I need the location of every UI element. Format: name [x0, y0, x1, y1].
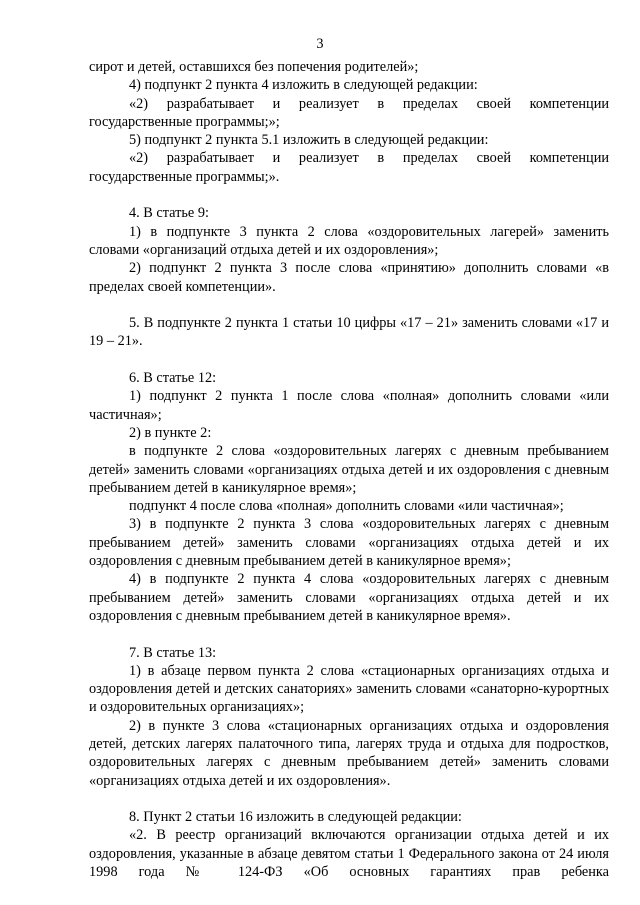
paragraph: 4. В статье 9:: [129, 205, 209, 222]
paragraph: в подпункте 2 слова «оздоровительных лагерях с дневным пребыванием детей» заменить словами «организациях отдыха детей и их оздоровления с дневным пребыванием детей в каникулярное время»;: [89, 443, 609, 496]
paragraph: «2. В реестр организаций включаются организации отдыха детей и их оздоровления, указанные в абзаце девятом статьи 1 Федерального закона от 24 июля 1998 года № 124-ФЗ «Об основных гарантиях прав ребенка: [89, 827, 609, 881]
paragraph: сирот и детей, оставшихся без попечения родителей»;: [89, 59, 419, 75]
paragraph: «2) разрабатывает и реализует в пределах своей компетенции государственные программы;».: [89, 150, 609, 185]
paragraph: 1) подпункт 2 пункта 1 после слова «полная» дополнить словами «или частичная»;: [89, 388, 609, 423]
paragraph: 4) подпункт 2 пункта 4 изложить в следующей редакции:: [129, 77, 478, 94]
paragraph: 5) подпункт 2 пункта 5.1 изложить в следующей редакции:: [129, 132, 489, 149]
paragraph: 1) в абзаце первом пункта 2 слова «стационарных организациях отдыха и оздоровления детей и детских санаториях» заменить словами «санаторно-курортных и оздоровительных организациях»;: [89, 662, 609, 716]
paragraph: 2) подпункт 2 пункта 3 после слова «принятию» дополнить словами «в пределах своей компетенции».: [89, 260, 609, 295]
page-number: 3: [316, 36, 324, 52]
paragraph-gap: [89, 296, 609, 314]
paragraph-gap: [89, 351, 609, 369]
paragraph-gap: [89, 186, 609, 204]
document-body: [89, 58, 609, 881]
paragraph: 4) в подпункте 2 пункта 4 слова «оздоровительных лагерях с дневным пребыванием детей» заменить словами «организациях отдыха детей и их оздоровления с дневным пребыванием детей в каникулярное время».: [89, 571, 609, 624]
paragraph: 1) в подпункте 3 пункта 2 слова «оздоровительных лагерей» заменить словами «организаций отдыха детей и их оздоровления»;: [89, 223, 609, 258]
paragraph: 6. В статье 12:: [129, 370, 217, 387]
paragraph: 2) в пункте 3 слова «стационарных организациях отдыха и оздоровления детей, детских лагерях палаточного типа, лагерях труда и отдыха для подростков, оздоровительных лагерях с дневным пребыванием детей» заменить словами «организациях отдыха детей и их оздоровления».: [89, 717, 609, 789]
paragraph: подпункт 4 после слова «полная» дополнить словами «или частичная»;: [129, 498, 564, 515]
paragraph: 7. В статье 13:: [129, 644, 217, 661]
paragraph: 5. В подпункте 2 пункта 1 статьи 10 цифры «17 – 21» заменить словами «17 и 19 – 21».: [89, 315, 609, 350]
paragraph: «2) разрабатывает и реализует в пределах своей компетенции государственные программы;»;: [89, 95, 609, 130]
paragraph-gap: [89, 625, 609, 643]
paragraph: 2) в пункте 2:: [129, 424, 212, 441]
paragraph: 3) в подпункте 2 пункта 3 слова «оздоровительных лагерях с дневным пребыванием детей» заменить словами «организациях отдыха детей и их оздоровления с дневным пребыванием детей в каникулярное время»;: [89, 516, 609, 570]
paragraph-gap: [89, 790, 609, 808]
paragraph: 8. Пункт 2 статьи 16 изложить в следующей редакции:: [129, 809, 462, 826]
